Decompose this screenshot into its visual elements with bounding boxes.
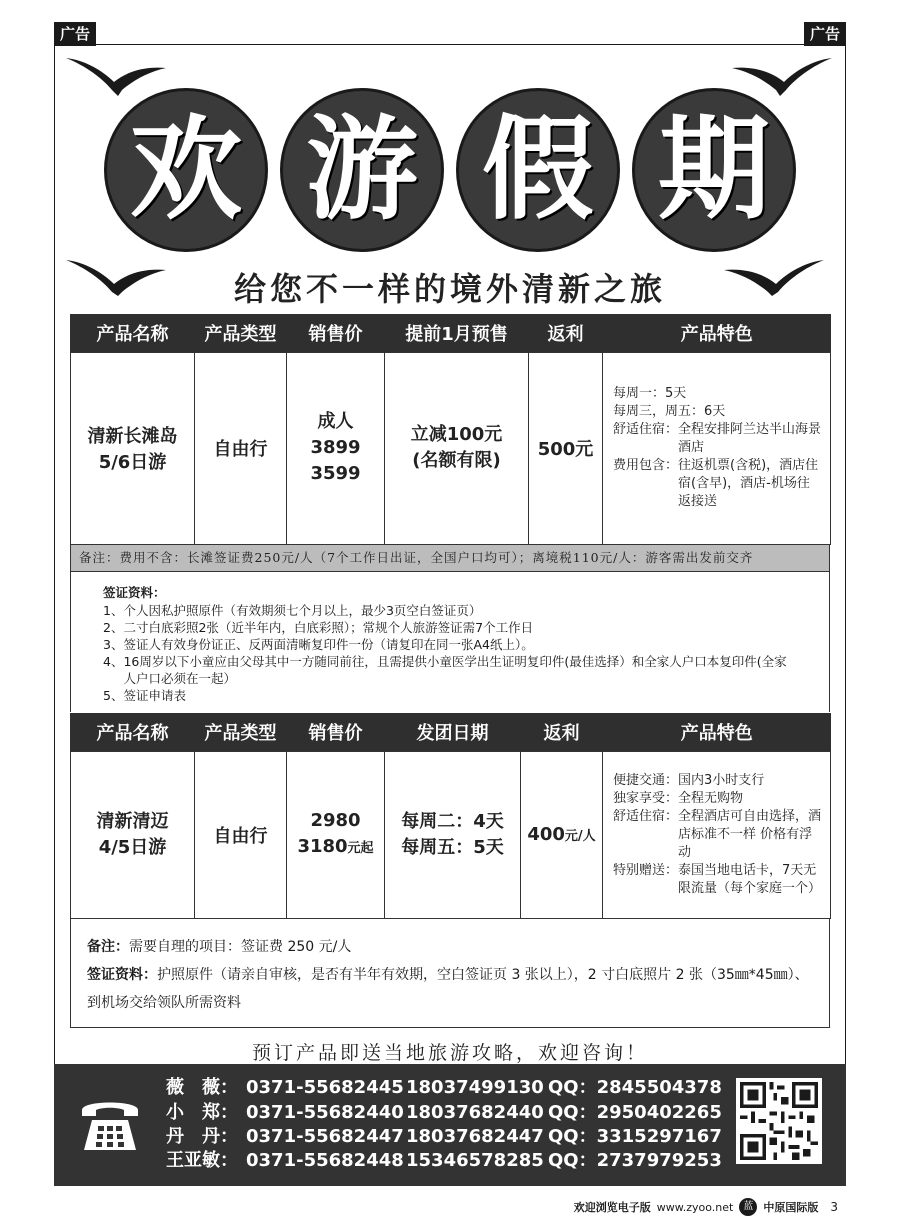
column-header: 返利: [521, 713, 603, 751]
phone-link[interactable]: 0371-55682445: [246, 1077, 404, 1098]
feature-item: 每周一： 5天: [613, 386, 687, 401]
remarks: [70, 918, 830, 1028]
column-header: 产品类型: [195, 314, 287, 352]
contact-row: 薇 薇： 0371-55682445 18037499130 QQ：2845504378: [166, 1077, 722, 1098]
visa-requirements: [70, 572, 830, 712]
list-item: 4、 16周岁以下小童应由父母其中一方随同前往，且需提供小童医学出生证明复印件(最佳选择）和全家人户口本复印件(全家人户口必须在一起）: [103, 654, 787, 686]
list-item: 2、 二寸白底彩照2张（近半年内，白底彩照）；常规个人旅游签证需7个工作日: [103, 620, 534, 635]
rebate: 500元: [529, 352, 603, 544]
mobile-link[interactable]: 15346578285: [406, 1150, 544, 1171]
list-item: 3、 签证人有效身份证正、反两面清晰复印件一份（请复印在同一张A4纸上）。: [103, 637, 534, 652]
table-row: [71, 352, 831, 544]
feature-item: 独家享受： 全程无购物: [613, 790, 744, 806]
fee-note: 备注：费用不含：长滩签证费250元/人（7个工作日出证，全国户口均可）；离境税110元/人：游客需出发前交齐: [70, 544, 830, 572]
phone-link[interactable]: 0371-55682448: [246, 1150, 404, 1171]
feature-item: 舒适住宿： 全程安排阿兰达半山海景酒店: [613, 422, 822, 455]
subtitle: 给您不一样的境外清新之旅: [233, 270, 666, 308]
column-header: 销售价: [287, 314, 385, 352]
headline-char: 欢: [104, 88, 268, 252]
column-header: 产品名称: [71, 713, 195, 751]
edition-name: 中原国际版: [763, 1201, 819, 1214]
column-header: 返利: [529, 314, 603, 352]
column-header: 发团日期: [385, 713, 521, 751]
contact-row: 小 郑： 0371-55682440 18037682440 QQ：2950402265: [166, 1102, 722, 1123]
product-type: 自由行: [195, 751, 287, 918]
remark-line: 签证资料：护照原件（请亲自审核，是否有半年有效期，空白签证页 3 张以上），2 寸白底照片 2 张（35㎜*45㎜）、到机场交给领队所需资料: [87, 967, 809, 1011]
column-header: 产品特色: [603, 314, 831, 352]
phone-link[interactable]: 0371-55682447: [246, 1126, 404, 1147]
mobile-link[interactable]: 18037682440: [406, 1102, 544, 1123]
product-features: [603, 352, 831, 544]
list-item: 5、 签证申请表: [103, 688, 186, 703]
contact-row: 丹 丹： 0371-55682447 18037682447 QQ：3315297167: [166, 1126, 722, 1147]
column-header: 产品类型: [195, 713, 287, 751]
visa-title: 签证资料：: [103, 585, 166, 600]
product-name: 清新长滩岛 5/6日游: [71, 352, 195, 544]
telephone-icon: [78, 1092, 142, 1156]
footer-url[interactable]: www.zyoo.net: [656, 1200, 734, 1214]
product-price: 2980 3180元起: [287, 751, 385, 918]
contact-panel: [54, 1064, 846, 1186]
product-type: 自由行: [195, 352, 287, 544]
product-table-chiangmai: [70, 713, 831, 919]
product-price: 成人 3899 3599: [287, 352, 385, 544]
departure-dates: 每周二：4天 每周五：5天: [385, 751, 521, 918]
table-row: [71, 751, 831, 918]
mobile-link[interactable]: 18037682447: [406, 1126, 544, 1147]
headline-char: 期: [632, 88, 796, 252]
list-item: 1、 个人因私护照原件（有效期须七个月以上，最少3页空白签证页）: [103, 603, 482, 618]
table-header-row: [71, 713, 831, 751]
slogan: 预订产品即送当地旅游攻略，欢迎咨询！: [251, 1042, 648, 1064]
page-footer: [574, 1198, 838, 1216]
feature-item: 舒适住宿： 全程酒店可自由选择，酒店标准不一样 价格有浮动: [613, 808, 822, 860]
remark-line: 备注：需要自理的项目：签证费 250 元/人: [87, 939, 352, 955]
feature-item: 特别赠送： 泰国当地电话卡，7天无限流量（每个家庭一个）: [613, 862, 822, 896]
product-name: 清新清迈 4/5日游: [71, 751, 195, 918]
headline-char: 游: [280, 88, 444, 252]
ad-label-left: 广告: [54, 22, 96, 46]
presale-offer: 立减100元 (名额有限): [385, 352, 529, 544]
feature-item: 便捷交通： 国内3小时支行: [613, 772, 765, 788]
feature-item: 费用包含： 往返机票(含税)，酒店住宿(含早)，酒店-机场往返接送: [613, 458, 819, 509]
column-header: 产品名称: [71, 314, 195, 352]
rebate: 400元/人: [521, 751, 603, 918]
column-header: 提前1月预售: [385, 314, 529, 352]
contact-row: 王亚敏： 0371-55682448 15346578285 QQ：2737979253: [166, 1150, 722, 1171]
brand-logo-icon: 蓝: [739, 1198, 757, 1216]
headline: [104, 88, 796, 252]
headline-char: 假: [456, 88, 620, 252]
footer-text: 欢迎浏览电子版: [573, 1201, 651, 1214]
phone-link[interactable]: 0371-55682440: [246, 1102, 404, 1123]
page-number: 3: [830, 1200, 838, 1214]
product-table-boracay: [70, 314, 831, 545]
column-header: 销售价: [287, 713, 385, 751]
mobile-link[interactable]: 18037499130: [406, 1077, 544, 1098]
product-features: [603, 751, 831, 918]
table-header-row: [71, 314, 831, 352]
ad-label-right: 广告: [804, 22, 846, 46]
feature-item: 每周三， 周五：6天: [613, 404, 726, 419]
qr-code-icon[interactable]: [736, 1078, 822, 1164]
column-header: 产品特色: [603, 713, 831, 751]
